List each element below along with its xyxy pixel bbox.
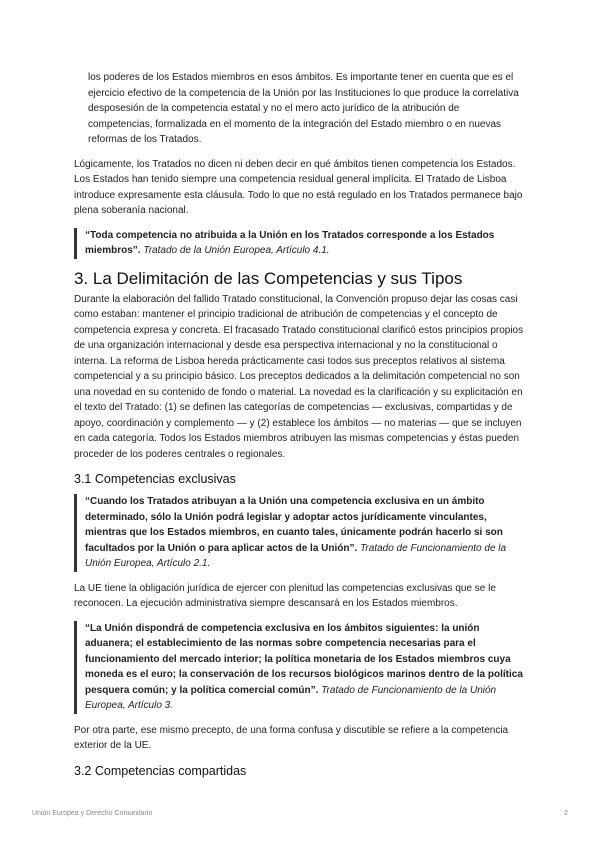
paragraph-delimitation: Durante la elaboración del fallido Tratado constitucional, la Convención propuso dejar las cosas casi como estaban: mantener el principio tradicional de atribución de competencias y el concepto de competencia expresa y concreta. El fracasado Tratado constitucional clarificó estos principios propios de una organización internacional y desde esa perspectiva internacional y no la constitucional o interna. La reforma de Lisboa hereda prácticamente casi todos sus preceptos relativos al sistema competencial y a su principio básico. Los preceptos dedicados a la delimitación competencial no son una novedad en su contenido de fondo o material. La novedad es la clarificación y su explicitación en el texto del Tratado: (1) se definen las categorías de competencias — exclusivas, compartidas y de apoyo, coordinación y complemento — y (2) establece los ámbitos — no materias — que se incluyen en cada categoría. Todos los Estados miembros atribuyen las mismas competencias y éstas pueden proceder de los poderes centrales o regionales. (74, 293, 524, 460)
quote-text: “Toda competencia no atribuida a la Unión en los Tratados corresponde a los Estados miembros”. (85, 229, 495, 256)
section-heading-3: 3. La Delimitación de las Competencias y sus Tipos (74, 268, 463, 288)
quote-article-4-1 (74, 228, 526, 259)
page-number: 2 (564, 810, 568, 817)
quote-text: “La Unión dispondrá de competencia exclusiva en los ámbitos siguientes: la unión aduanera; el establecimiento de las normas sobre competencia necesarias para el funcionamiento del mercado interior; la política monetaria de los Estados miembros cuya moneda es el euro; la conservación de los recursos biológicos marinos dentro de la política pesquera común; y la política comercial común”. (85, 622, 523, 696)
quote-article-2-1 (74, 494, 526, 572)
quote-citation: Tratado de Funcionamiento de la Unión Europea, Artículo 2.1. (85, 542, 507, 569)
paragraph-intro: los poderes de los Estados miembros en esos ámbitos. Es importante tener en cuenta que es el ejercicio efectivo de la competencia de la Unión por las Instituciones lo que produce la correlativa desposesión de la competencia estatal y no el mero acto jurídico de la atribución de competencias, formalizada en el momento de la integración del Estado miembro o en nuevas reformas de los Tratados. (88, 72, 519, 145)
quote-citation: Tratado de Funcionamiento de la Unión Europea, Artículo 3. (85, 684, 497, 711)
quote-article-3 (74, 621, 526, 714)
quote-citation: Tratado de la Unión Europea, Artículo 4.1. (143, 245, 330, 256)
paragraph-residual-competence: Lógicamente, los Tratados no dicen ni deben decir en qué ámbitos tienen competencia los Estados. Los Estados han tenido siempre una competencia residual general implícita. El Tratado de Lisboa introduce expresamente esta cláusula. Todo lo que no está regulado en los Tratados permanece bajo plena soberanía nacional. (74, 158, 523, 216)
paragraph-exclusive-obligation: La UE tiene la obligación jurídica de ejercer con plenitud las competencias exclusivas que se le reconocen. La ejecución administrativa siempre descansará en los Estados miembros. (74, 582, 496, 609)
section-heading-3-1: 3.1 Competencias exclusivas (74, 472, 236, 486)
paragraph-external-competence: Por otra parte, ese mismo precepto, de una forma confusa y discutible se refiere a la competencia exterior de la UE. (74, 724, 509, 751)
footer-title: Unión Europea y Derecho Comunitario (32, 810, 153, 817)
section-heading-3-2: 3.2 Competencias compartidas (74, 763, 247, 778)
quote-text: “Cuando los Tratados atribuyan a la Unión una competencia exclusiva en un ámbito determinado, sólo la Unión podrá legislar y adoptar actos jurídicamente vinculantes, mientras que los Estados miembros, en cuanto tales, únicamente podrán hacerlo si son facultados por la Unión o para aplicar actos de la Unión”. (85, 496, 503, 554)
page-content (74, 70, 526, 786)
